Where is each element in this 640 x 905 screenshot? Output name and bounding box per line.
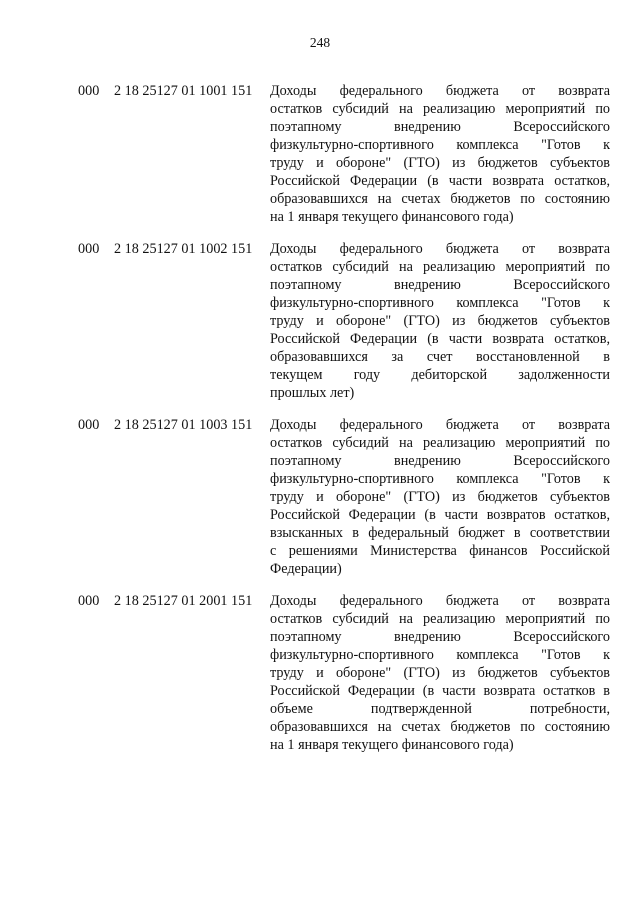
description-line: физкультурно-спортивного комплекса "Готов к <box>270 471 610 487</box>
description-line: на 1 января текущего финансового года) <box>270 209 514 225</box>
description-line: Российской Федерации (в части возврата остатков, <box>270 331 610 347</box>
description-line: поэтапному внедрению Всероссийского <box>270 629 610 645</box>
budget-entry <box>78 592 610 754</box>
entry-description <box>270 592 610 754</box>
description-line: труду и обороне" (ГТО) из бюджетов субъектов <box>270 155 610 171</box>
admin-code: 000 <box>78 83 100 99</box>
page-number: 248 <box>309 35 331 50</box>
budget-entry <box>78 240 610 402</box>
description-line: остатков субсидий на реализацию мероприятий по <box>270 611 610 627</box>
description-line: физкультурно-спортивного комплекса "Готов к <box>270 295 610 311</box>
description-line: с решениями Министерства финансов Российской <box>270 543 610 559</box>
description-line: поэтапному внедрению Всероссийского <box>270 277 610 293</box>
description-line: физкультурно-спортивного комплекса "Готов к <box>270 647 610 663</box>
description-line: физкультурно-спортивного комплекса "Готов к <box>270 137 610 153</box>
description-line: Доходы федерального бюджета от возврата <box>270 593 610 609</box>
budget-classification-code: 2 18 25127 01 2001 151 <box>114 593 253 609</box>
description-line: труду и обороне" (ГТО) из бюджетов субъектов <box>270 665 610 681</box>
description-line: поэтапному внедрению Всероссийского <box>270 119 610 135</box>
entry-description <box>270 240 610 402</box>
description-line: взысканных в федеральный бюджет в соответствии <box>270 525 610 541</box>
admin-code: 000 <box>78 593 100 609</box>
description-line: объеме подтвержденной потребности, <box>270 701 610 717</box>
description-line: остатков субсидий на реализацию мероприятий по <box>270 435 610 451</box>
description-line: образовавшихся на счетах бюджетов по состоянию <box>270 719 610 735</box>
budget-entry <box>78 416 610 578</box>
description-line: Российской Федерации (в части возврата остатков в <box>270 683 610 699</box>
budget-entry <box>78 82 610 226</box>
budget-classification-code: 2 18 25127 01 1003 151 <box>114 417 253 433</box>
description-line: на 1 января текущего финансового года) <box>270 737 514 753</box>
budget-classification-code: 2 18 25127 01 1001 151 <box>114 83 253 99</box>
description-line: труду и обороне" (ГТО) из бюджетов субъектов <box>270 313 610 329</box>
admin-code: 000 <box>78 241 100 257</box>
description-line: Доходы федерального бюджета от возврата <box>270 241 610 257</box>
description-line: Федерации) <box>270 561 342 577</box>
admin-code: 000 <box>78 417 100 433</box>
description-line: прошлых лет) <box>270 385 355 401</box>
description-line: остатков субсидий на реализацию мероприятий по <box>270 101 610 117</box>
budget-code-list <box>78 82 610 768</box>
description-line: Российской Федерации (в части возвратов остатков, <box>270 507 610 523</box>
description-line: поэтапному внедрению Всероссийского <box>270 453 610 469</box>
entry-description <box>270 82 610 226</box>
description-line: образовавшихся на счетах бюджетов по состоянию <box>270 191 610 207</box>
description-line: Доходы федерального бюджета от возврата <box>270 417 610 433</box>
description-line: остатков субсидий на реализацию мероприятий по <box>270 259 610 275</box>
budget-classification-code: 2 18 25127 01 1002 151 <box>114 241 253 257</box>
description-line: Российской Федерации (в части возврата остатков, <box>270 173 610 189</box>
description-line: труду и обороне" (ГТО) из бюджетов субъектов <box>270 489 610 505</box>
description-line: Доходы федерального бюджета от возврата <box>270 83 610 99</box>
description-line: текущем году дебиторской задолженности <box>270 367 610 383</box>
description-line: образовавшихся за счет восстановленной в <box>270 349 610 365</box>
entry-description <box>270 416 610 578</box>
